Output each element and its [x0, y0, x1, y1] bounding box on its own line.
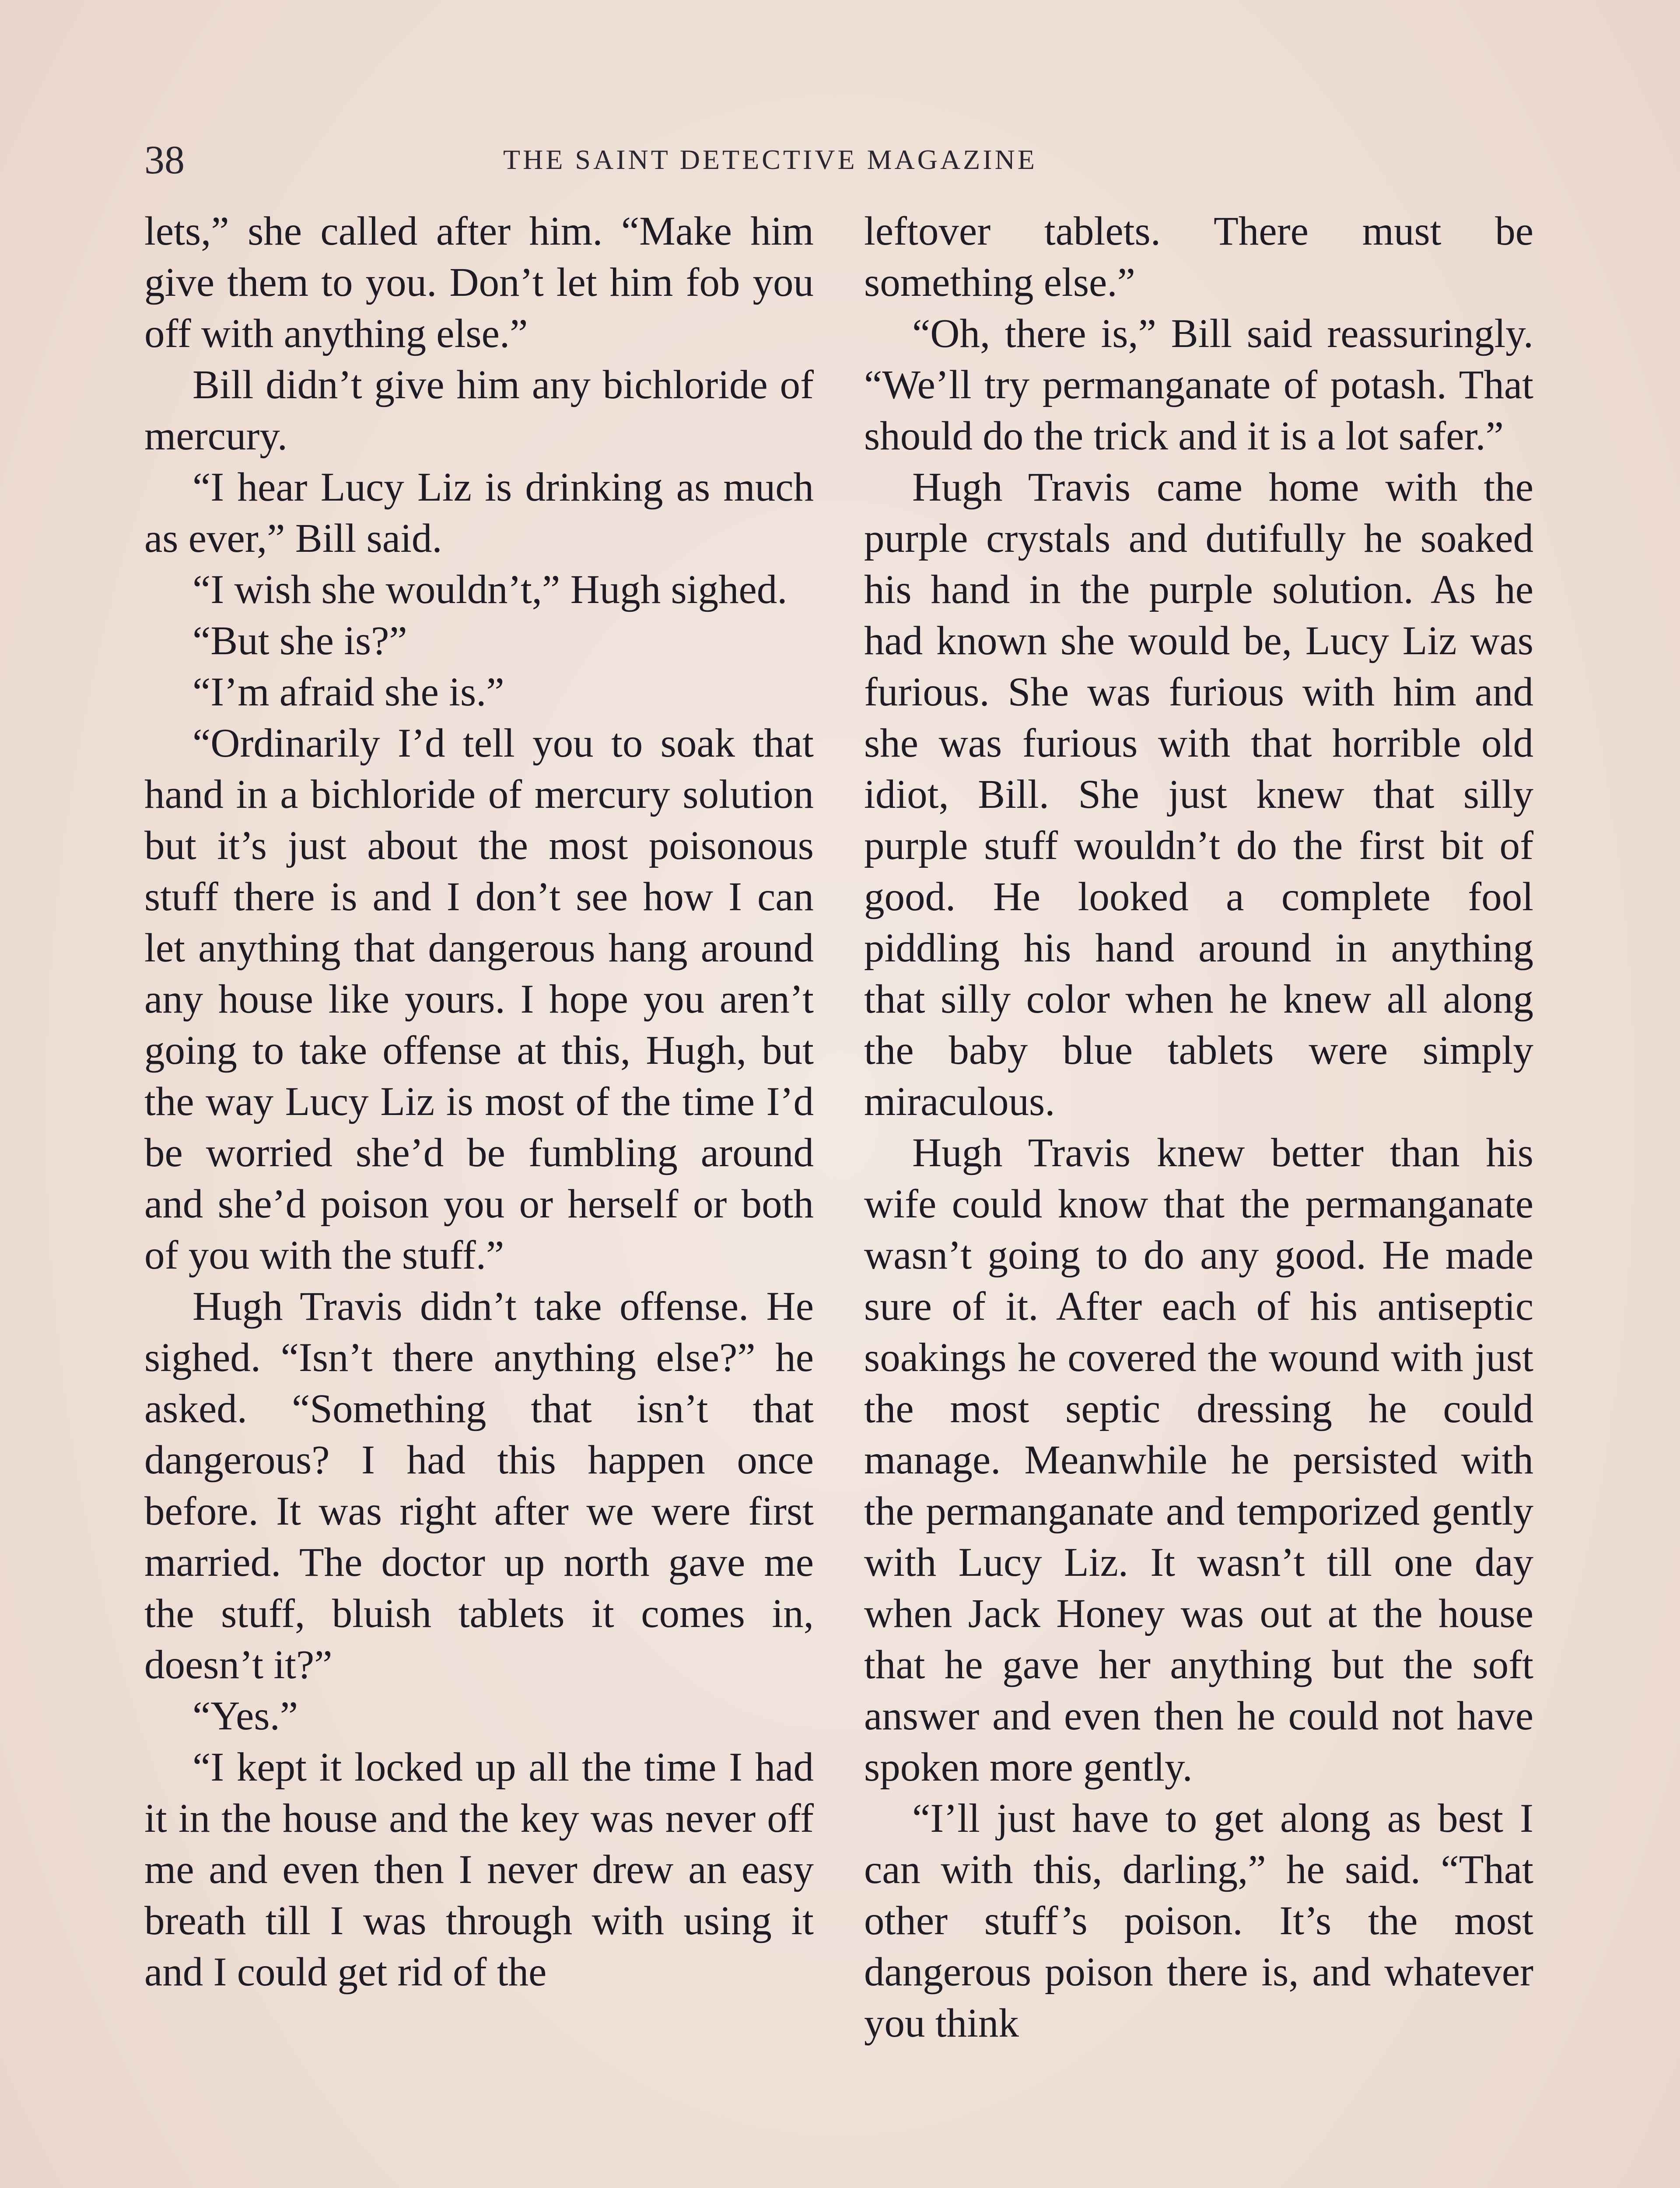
paragraph: “Ordinarily I’d tell you to soak that hand in a bichloride of mercury solution but it’s just about the most poisonous stuff there is and I don’t see how I can let anything that dangerous hang around any house like yours. I hope you aren’t going to take offense at this, Hugh, but the way Lucy Liz is most of the time I’d be worried she’d be fumbling around and she’d poison you or herself or both of you with the stuff.” — [144, 721, 814, 1278]
paragraph: Bill didn’t give him any bichloride of mercury. — [144, 362, 814, 459]
paragraph: “I hear Lucy Liz is drinking as much as ever,” Bill said. — [144, 465, 814, 561]
paragraph: “Oh, there is,” Bill said reassuringly. “We’ll try permanganate of potash. That should do the trick and it is a lot safer.” — [864, 311, 1533, 459]
paragraph: “I’m afraid she is.” — [192, 670, 504, 715]
paragraph: leftover tablets. There must be something else.” — [864, 209, 1533, 305]
paragraph: “I kept it locked up all the time I had it in the house and the key was never off me and even then I never drew an easy breath till I was through with using it and I could get rid of the — [144, 1745, 814, 1995]
paragraph: “But she is?” — [192, 618, 407, 663]
paragraph: “Yes.” — [192, 1694, 298, 1739]
right-column — [864, 206, 1533, 2049]
paragraph: lets,” she called after him. “Make him give them to you. Don’t let him fob you off with anything else.” — [144, 209, 814, 356]
paragraph: “I wish she wouldn’t,” Hugh sighed. — [192, 567, 788, 612]
left-column — [144, 206, 814, 1998]
page-number: 38 — [144, 137, 185, 182]
running-head: THE SAINT DETECTIVE MAGAZINE — [503, 144, 1037, 175]
paragraph: “I’ll just have to get along as best I can with this, darling,” he said. “That other stuff’s poison. It’s the most dangerous poison there is, and whatever you think — [864, 1796, 1533, 2046]
paragraph: Hugh Travis came home with the purple crystals and dutifully he soaked his hand in the purple solution. As he had known she would be, Lucy Liz was furious. She was furious with him and she was furious with that horrible old idiot, Bill. She just knew that silly purple stuff wouldn’t do the first bit of good. He looked a complete fool piddling his hand around in anything that silly color when he knew all along the baby blue tablets were simply miraculous. — [864, 465, 1533, 1124]
page-header — [144, 131, 1544, 188]
paragraph: Hugh Travis knew better than his wife could know that the permanganate wasn’t going to do any good. He made sure of it. After each of his antiseptic soakings he covered the wound with just the most septic dressing he could manage. Meanwhile he persisted with the permanganate and temporized gently with Lucy Liz. It wasn’t till one day when Jack Honey was out at the house that he gave her anything but the soft answer and even then he could not have spoken more gently. — [864, 1130, 1533, 1790]
paragraph: Hugh Travis didn’t take offense. He sighed. “Isn’t there anything else?” he asked. “Something that isn’t that dangerous? I had this happen once before. It was right after we were first married. The doctor up north gave me the stuff, bluish tablets it comes in, doesn’t it?” — [144, 1284, 814, 1687]
